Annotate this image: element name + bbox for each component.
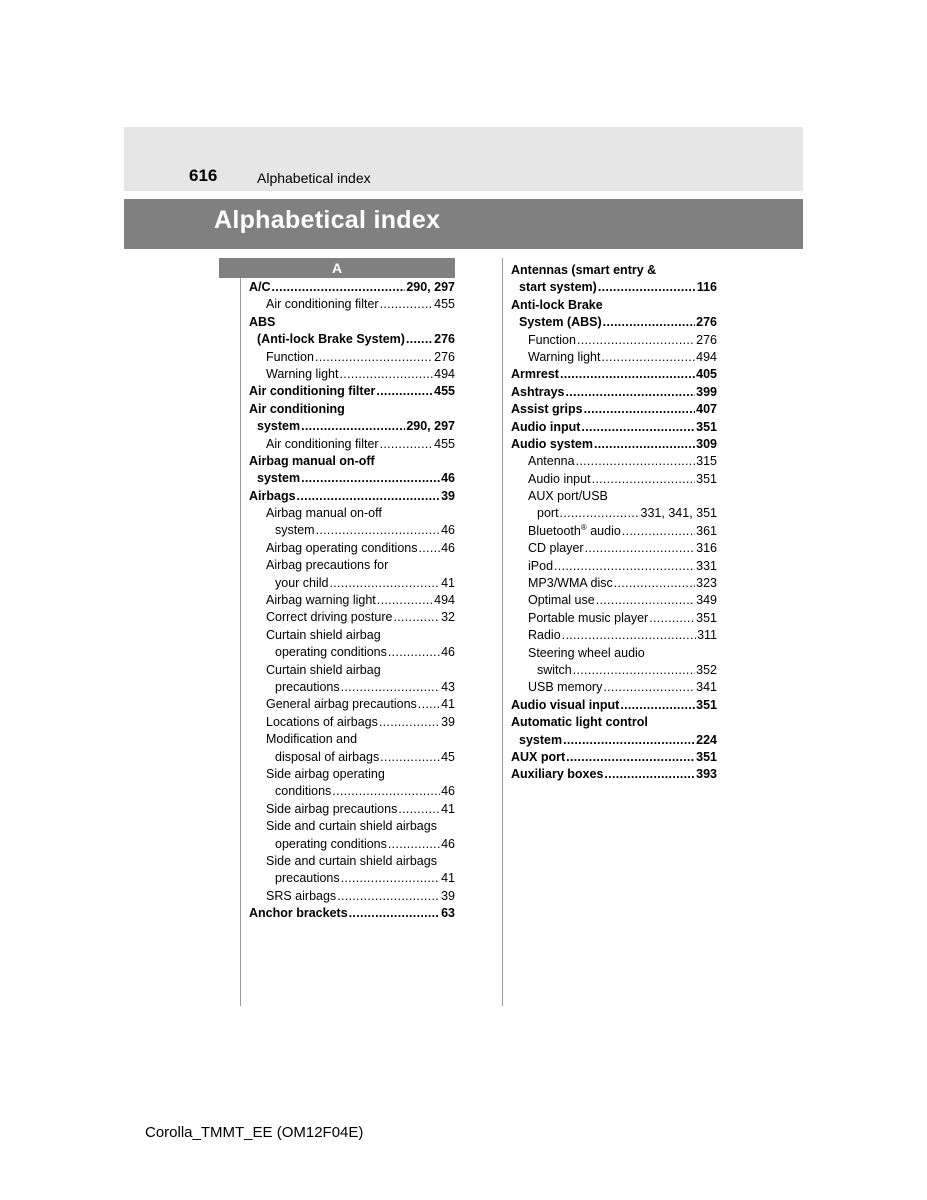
index-entry (511, 366, 717, 383)
index-entry-page: 341 (696, 680, 717, 695)
index-entry-term: Air conditioning filter (266, 436, 379, 451)
index-entry-term: Airbag warning light (266, 593, 376, 608)
index-entry (249, 818, 455, 835)
index-entry-page: 41 (441, 575, 455, 590)
index-entry-term: iPod (528, 558, 554, 573)
index-entry-term: Audio input (511, 419, 581, 434)
index-entry (511, 436, 717, 453)
dot-leader (388, 836, 440, 853)
index-entry-term: system (257, 419, 301, 434)
header-band (124, 127, 803, 191)
index-entry (511, 558, 717, 575)
index-entry-term: Anti-lock Brake (511, 297, 603, 312)
index-entry-page: 494 (434, 366, 455, 381)
index-entry (511, 697, 717, 714)
index-entry (249, 436, 455, 453)
index-entry-term: System (ABS) (519, 315, 602, 330)
index-entry (249, 870, 455, 887)
index-entry-page: 494 (434, 593, 455, 608)
index-entry-page: 276 (696, 332, 717, 347)
index-entry (249, 609, 455, 626)
index-entry-page: 405 (696, 367, 717, 382)
index-entry-term: disposal of airbags (275, 749, 380, 764)
index-entry-page: 351 (696, 610, 717, 625)
index-entry-term: Ashtrays (511, 384, 565, 399)
index-entry-term: start system) (519, 280, 597, 295)
index-entry-page: 407 (696, 402, 717, 417)
dot-leader (398, 801, 440, 818)
index-entry (249, 575, 455, 592)
index-entry-page: 46 (441, 836, 455, 851)
index-entry (249, 644, 455, 661)
index-entry-page: 46 (441, 471, 455, 486)
index-entry (511, 679, 717, 696)
index-entry-term: Armrest (511, 367, 559, 382)
index-entry-term: General airbag precautions (266, 697, 417, 712)
index-entry-term: Airbag operating conditions (266, 540, 418, 555)
index-entry (249, 905, 455, 922)
dot-leader (560, 505, 640, 522)
index-entry-term: Bluetooth® audio (528, 522, 621, 538)
index-entry-term: Curtain shield airbag (266, 662, 381, 677)
dot-leader (393, 609, 440, 626)
index-entry (511, 453, 717, 470)
index-entry-term: Optimal use (528, 593, 595, 608)
index-entry (249, 679, 455, 696)
dot-leader (563, 732, 695, 749)
index-entry-term: Modification and (266, 732, 358, 747)
index-column-left (249, 279, 455, 922)
index-entry-page: 455 (434, 436, 455, 451)
index-entry-page: 39 (441, 714, 455, 729)
index-entry (249, 627, 455, 644)
index-entry-page: 116 (696, 280, 717, 295)
dot-leader (594, 436, 695, 453)
index-entry-term: operating conditions (275, 645, 387, 660)
index-entry (511, 645, 717, 662)
index-entry (249, 349, 455, 366)
index-entry-page: 45 (441, 749, 455, 764)
index-entry (249, 783, 455, 800)
dot-leader (620, 697, 695, 714)
dot-leader (316, 522, 441, 539)
dot-leader (649, 610, 695, 627)
dot-leader (602, 349, 696, 366)
index-entry (511, 279, 717, 296)
index-entry-term: Audio system (511, 436, 593, 451)
dot-leader (332, 783, 440, 800)
dot-leader (560, 366, 695, 383)
index-entry-term: system (275, 523, 315, 538)
index-entry (249, 418, 455, 435)
index-entry-term: Airbags (249, 488, 296, 503)
page-number: 616 (189, 166, 218, 185)
index-entry (249, 366, 455, 383)
index-entry-page: 276 (434, 349, 455, 364)
index-entry (249, 749, 455, 766)
index-entry-term: Side and curtain shield airbags (266, 853, 437, 868)
index-entry-term: Correct driving posture (266, 610, 393, 625)
dot-leader (388, 644, 440, 661)
index-entry-term: (Anti-lock Brake System) (257, 332, 405, 347)
dot-leader (341, 679, 440, 696)
index-entry-term: system (257, 471, 301, 486)
index-entry-term: Antenna (528, 454, 575, 469)
index-entry-page: 352 (696, 662, 717, 677)
dot-leader (554, 558, 695, 575)
dot-leader (406, 331, 433, 348)
index-entry (511, 488, 717, 505)
index-entry-page: 351 (696, 697, 717, 712)
index-entry-page: 32 (441, 610, 455, 625)
dot-leader (330, 575, 441, 592)
index-entry-page: 399 (696, 384, 717, 399)
dot-leader (340, 366, 434, 383)
index-entry-term: AUX port/USB (528, 489, 608, 504)
index-entry (249, 453, 455, 470)
index-entry-term: USB memory (528, 680, 603, 695)
index-entry-page: 311 (697, 628, 717, 643)
index-entry-term: Audio visual input (511, 697, 620, 712)
index-entry (511, 332, 717, 349)
index-entry-term: Air conditioning filter (266, 297, 379, 312)
index-entry (511, 592, 717, 609)
dot-leader (349, 905, 440, 922)
index-entry-page: 331, 341, 351 (640, 506, 717, 521)
index-entry-page: 39 (441, 888, 455, 903)
index-entry (249, 662, 455, 679)
index-entry-term: conditions (275, 784, 332, 799)
index-entry-page: 276 (434, 332, 455, 347)
index-entry-term: Air conditioning filter (249, 384, 376, 399)
dot-leader (614, 575, 695, 592)
index-entry-term: Anchor brackets (249, 906, 348, 921)
index-entry-term: Locations of airbags (266, 714, 378, 729)
dot-leader (419, 540, 441, 557)
dot-leader (418, 696, 440, 713)
dot-leader (603, 314, 695, 331)
dot-leader (576, 453, 696, 470)
dot-leader (566, 384, 696, 401)
dot-leader (297, 488, 441, 505)
index-entry (249, 401, 455, 418)
index-entry-term: Function (528, 332, 576, 347)
index-entry-term: MP3/WMA disc (528, 576, 613, 591)
index-entry-term: Airbag manual on-off (266, 506, 382, 521)
index-entry-page: 455 (434, 297, 455, 312)
index-entry-page: 46 (441, 784, 455, 799)
index-entry (249, 470, 455, 487)
dot-leader (376, 383, 433, 400)
index-entry-term: Air conditioning (249, 401, 345, 416)
index-entry-term: Airbag manual on-off (249, 453, 375, 468)
index-column-right (511, 262, 717, 784)
dot-leader (573, 662, 695, 679)
index-entry-page: 39 (441, 488, 455, 503)
index-entry-page: 276 (696, 315, 717, 330)
index-entry (511, 297, 717, 314)
index-entry (249, 522, 455, 539)
index-entry (249, 888, 455, 905)
index-entry (249, 557, 455, 574)
index-entry-page: 41 (441, 697, 455, 712)
index-entry-page: 43 (441, 679, 455, 694)
index-entry-term: Audio input (528, 471, 591, 486)
index-entry (511, 610, 717, 627)
left-column-rule (240, 258, 241, 1006)
index-entry-term: Auxiliary boxes (511, 767, 604, 782)
dot-leader (598, 279, 696, 296)
index-entry (249, 714, 455, 731)
index-entry-term: switch (537, 662, 572, 677)
index-entry-term: ABS (249, 314, 276, 329)
index-entry-page: 46 (441, 523, 455, 538)
index-entry (511, 575, 717, 592)
dot-leader (566, 749, 695, 766)
dot-leader (596, 592, 695, 609)
index-entry-term: AUX port (511, 749, 566, 764)
index-entry-term: Curtain shield airbag (266, 627, 381, 642)
dot-leader (315, 349, 433, 366)
index-entry-page: 351 (696, 419, 717, 434)
index-entry-term: Portable music player (528, 610, 649, 625)
index-entry-page: 309 (696, 436, 717, 451)
index-entry-page: 351 (696, 749, 717, 764)
index-entry (511, 766, 717, 783)
index-entry-page: 41 (441, 871, 455, 886)
index-entry (511, 732, 717, 749)
footer-doc-id: Corolla_TMMT_EE (OM12F04E) (145, 1124, 364, 1141)
index-entry (249, 314, 455, 331)
index-entry (249, 696, 455, 713)
index-entry-page: 494 (696, 349, 717, 364)
index-entry (511, 523, 717, 540)
section-letter-bar: A (219, 258, 455, 278)
dot-leader (301, 470, 440, 487)
index-entry-term: precautions (275, 679, 340, 694)
index-entry (249, 279, 455, 296)
index-entry-page: 331 (696, 558, 717, 573)
index-entry (249, 801, 455, 818)
index-entry-term: Radio (528, 628, 561, 643)
index-entry (249, 836, 455, 853)
index-entry (511, 384, 717, 401)
index-entry (511, 262, 717, 279)
index-entry-term: system (519, 732, 563, 747)
dot-leader (584, 401, 696, 418)
index-entry (249, 766, 455, 783)
index-entry (249, 592, 455, 609)
index-entry-page: 290, 297 (406, 419, 455, 434)
index-entry-term: CD player (528, 541, 584, 556)
index-entry-term: Airbag precautions for (266, 558, 389, 573)
dot-leader (380, 436, 434, 453)
index-entry-page: 46 (441, 540, 455, 555)
dot-leader (622, 523, 695, 540)
dot-leader (377, 592, 433, 609)
dot-leader (341, 870, 440, 887)
index-entry (511, 419, 717, 436)
index-entry (511, 627, 717, 644)
index-entry (511, 349, 717, 366)
dot-leader (603, 679, 695, 696)
index-entry-page: 351 (696, 471, 717, 486)
index-entry (249, 296, 455, 313)
index-entry-page: 349 (696, 593, 717, 608)
index-entry (511, 314, 717, 331)
dot-leader (272, 279, 406, 296)
index-entry-term: precautions (275, 871, 340, 886)
right-column-rule (502, 258, 503, 1006)
index-entry-page: 361 (696, 523, 717, 538)
index-entry-page: 46 (441, 645, 455, 660)
dot-leader (380, 296, 434, 313)
index-entry-page: 455 (434, 384, 455, 399)
dot-leader (301, 418, 405, 435)
index-entry-page: 393 (696, 767, 717, 782)
index-entry-page: 316 (696, 541, 717, 556)
index-entry (249, 488, 455, 505)
index-entry-page: 323 (696, 576, 717, 591)
index-entry-term: Warning light (528, 349, 601, 364)
index-entry (249, 331, 455, 348)
dot-leader (380, 749, 440, 766)
dot-leader (379, 714, 440, 731)
index-entry-term: Side airbag operating (266, 766, 385, 781)
index-entry-page: 290, 297 (406, 280, 455, 294)
index-entry-term: SRS airbags (266, 888, 337, 903)
index-entry-term: Side and curtain shield airbags (266, 819, 437, 834)
index-entry-term: Assist grips (511, 402, 583, 417)
index-entry (511, 749, 717, 766)
dot-leader (581, 419, 695, 436)
index-entry-term: Function (266, 349, 314, 364)
index-entry-term: port (537, 506, 559, 521)
index-entry (249, 383, 455, 400)
index-entry-term: Antennas (smart entry & (511, 263, 657, 277)
running-title: Alphabetical index (257, 170, 371, 186)
index-entry (249, 540, 455, 557)
index-entry (511, 401, 717, 418)
index-entry-page: 315 (696, 454, 717, 469)
dot-leader (337, 888, 440, 905)
index-entry-term: A/C (249, 280, 271, 294)
dot-leader (577, 332, 695, 349)
page-title: Alphabetical index (214, 206, 441, 234)
index-entry-term: Side airbag precautions (266, 801, 398, 816)
index-entry (249, 505, 455, 522)
index-entry (249, 853, 455, 870)
dot-leader (562, 627, 696, 644)
index-entry (511, 540, 717, 557)
dot-leader (585, 540, 696, 557)
dot-leader (604, 766, 695, 783)
index-entry-page: 224 (696, 732, 717, 747)
index-entry (511, 471, 717, 488)
index-entry (249, 731, 455, 748)
index-entry-term: your child (275, 575, 329, 590)
index-entry-term: Steering wheel audio (528, 645, 645, 660)
index-entry-page: 63 (441, 906, 455, 921)
index-entry-term: operating conditions (275, 836, 387, 851)
index-entry (511, 714, 717, 731)
index-entry-page: 41 (441, 801, 455, 816)
index-entry-term: Warning light (266, 366, 339, 381)
index-entry-term: Automatic light control (511, 715, 648, 730)
dot-leader (592, 471, 696, 488)
index-entry (511, 662, 717, 679)
index-entry (511, 505, 717, 522)
